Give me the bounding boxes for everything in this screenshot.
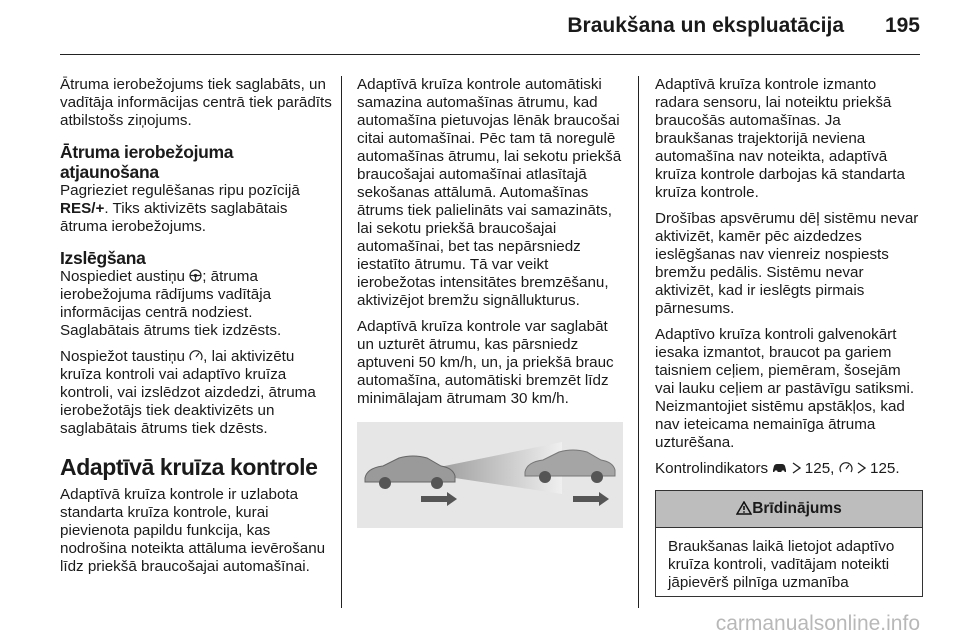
column-3 xyxy=(655,76,923,597)
reference-arrow-icon xyxy=(792,460,801,477)
rear-car-icon xyxy=(365,456,455,489)
paragraph: Nospiežot taustiņu , lai aktivizētu kruīza kontroli vai adaptīvo kruīza kontroli, vai izslēdzot aizdedzi, ātruma ierobežotājs tiek deaktivizēts un saglabātais ātrums tiek dzēsts. xyxy=(60,348,316,437)
paragraph: Adaptīvā kruīza kontrole ir uzlabota standarta kruīza kontrole, kurai pievienota papildu funkcija, kas nodrošina noteikta attāluma ievērošanu līdz priekšā braucošajai automašīnai. xyxy=(60,486,326,575)
paragraph: Adaptīvo kruīza kontroli galvenokārt iesaka izmantot, braucot pa gariem taisniem ceļiem, piemēram, šosejām vai lauku ceļiem ar pastāvīgu satiksmi. Neizmantojiet sistēmu apstākļos, kad nav ieteicama nemainīga ātruma uzturēšana. xyxy=(655,326,915,451)
column-divider xyxy=(638,76,639,608)
column-2 xyxy=(357,76,623,528)
paragraph: Adaptīvā kruīza kontrole var saglabāt un uzturēt ātrumu, kas pārsniedz aptuveni 50 km/h, un, ja priekšā brauc automašīna, automātiski bremzēt līdz minimālajam ātrumam 30 km/h. xyxy=(357,318,614,407)
warning-title: Brīdinājums xyxy=(752,500,842,517)
warning-text: Braukšanas laikā lietojot adaptīvo kruīza kontroli, vadītājam noteikti jāpievērš pilnīga uzmanība xyxy=(668,538,895,591)
car-icon xyxy=(772,460,787,477)
heading-acc: Adaptīvā kruīza kontrole xyxy=(60,454,318,480)
reference-arrow-icon xyxy=(857,460,866,477)
column-1 xyxy=(60,76,332,584)
paragraph: Adaptīvā kruīza kontrole automātiski samazina automašīnas ātrumu, kad automašīna pietuvojas lēnāk braucošai citai automašīnai. Pēc tam tā noregulē automašīnas ātrumu, lai sekotu priekšā braucošajai automašīnai atlasītajā sekošanas attālumā. Automašīnas ātrums tiek palielināts vai samazināts, lai sekotu priekšā braucošajai automašīnai, bet tas nepārsniedz iestatīto ātrumu. Tā var veikt ierobežotas intensitātes bremzēšanu, aktivizējot bremžu signāllukturus. xyxy=(357,76,622,309)
steering-wheel-icon xyxy=(189,268,202,285)
paragraph: Drošības apsvērumu dēļ sistēmu nevar aktivizēt, kamēr pēc aizdedzes ieslēgšanas nav vienreiz nospiests bremžu pedālis. Sistēmu nevar aktivizēt, kad ir ieslēgts pirmais pārnesums. xyxy=(655,210,919,317)
paragraph: Nospiediet austiņu ; ātruma ierobežojuma rādījums vadītāja informācijas centrā nodziest. Saglabātais ātrums tiek izdzēsts. xyxy=(60,268,282,339)
paragraph: Ātruma ierobežojums tiek saglabāts, un vadītāja informācijas centrā tiek parādīts atbilstošs ziņojums. xyxy=(60,76,332,129)
cruise-control-icon xyxy=(839,460,853,477)
warning-header xyxy=(656,491,922,528)
motion-arrow-icon xyxy=(421,492,457,506)
cruise-control-icon xyxy=(189,348,203,365)
heading-restore: Ātruma ierobežojuma atjaunošana xyxy=(60,142,234,182)
res-label: RES/+ xyxy=(60,200,105,217)
motion-arrow-icon xyxy=(573,492,609,506)
warning-box xyxy=(655,490,923,597)
heading-off: Izslēgšana xyxy=(60,248,146,268)
indicator-reference: Kontrolindikators 125, 125. xyxy=(655,460,900,477)
watermark: carmanualsonline.info xyxy=(715,612,920,635)
header-title: Braukšana un ekspluatācija xyxy=(567,14,844,37)
paragraph: Pagrieziet regulēšanas ripu pozīcijā RES/+. Tiks aktivizēts saglabātais ātruma ierobežojums. xyxy=(60,182,300,235)
page-number: 195 xyxy=(884,14,920,37)
paragraph: Adaptīvā kruīza kontrole izmanto radara sensoru, lai noteiktu priekšā braucošās automašīnas. Ja braukšanas trajektorijā neviena automašīna nav noteikta, adaptīvā kruīza kontrole darbojas kā standarta kruīza kontrole. xyxy=(655,76,905,201)
warning-triangle-icon xyxy=(736,500,752,518)
acc-illustration xyxy=(357,422,623,528)
header-rule xyxy=(60,54,920,55)
column-divider xyxy=(341,76,342,608)
